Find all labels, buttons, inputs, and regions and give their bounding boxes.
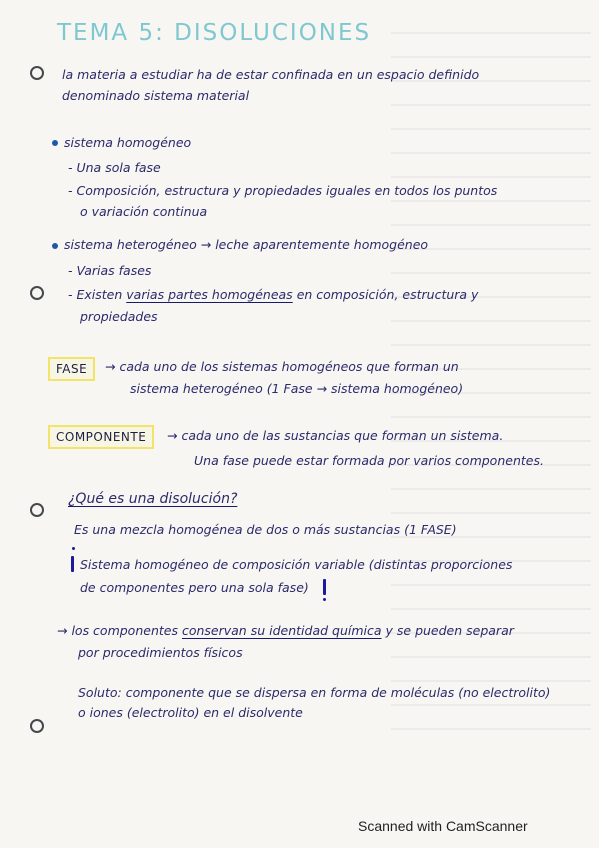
binder-hole-icon (30, 66, 44, 80)
definition-line: Es una mezcla homogénea de dos o más sustancias (1 FASE) (74, 522, 457, 537)
section-heading: sistema homogéneo (64, 135, 192, 150)
exclamation-mark-icon (323, 579, 326, 595)
note-line: de componentes pero una sola fase) (80, 580, 309, 595)
text-fragment: en composición, estructura y (296, 287, 479, 302)
section-heading: sistema heterogéneo → leche aparentemente homogéneo (64, 237, 429, 252)
dot-icon (72, 547, 75, 550)
binder-hole-icon (30, 503, 44, 517)
text-fragment: → los componentes (57, 623, 178, 638)
definition-line: Una fase puede estar formada por varios componentes. (194, 453, 544, 468)
dot-icon (323, 598, 326, 601)
componente-label-box: COMPONENTE (48, 425, 154, 449)
underlined-text: varias partes homogéneas (126, 287, 293, 302)
list-item: o variación continua (80, 204, 208, 219)
text-fragment: - Existen (68, 287, 123, 302)
arrow-line (57, 621, 514, 641)
list-item: propiedades (80, 309, 158, 324)
question-heading: ¿Qué es una disolución? (68, 491, 238, 507)
underlined-text: conservan su identidad química (181, 623, 382, 638)
intro-line: denominado sistema material (62, 88, 250, 103)
definition-line: → cada uno de los sistemas homogéneos que forman un (105, 359, 459, 374)
note-line: Sistema homogéneo de composición variable (distintas proporciones (80, 557, 513, 572)
binder-hole-icon (30, 719, 44, 733)
definition-line: sistema heterogéneo (1 Fase → sistema homogéneo) (130, 381, 464, 396)
fase-label-box: FASE (48, 357, 95, 381)
exclamation-mark-icon (71, 556, 74, 572)
list-item: - Una sola fase (68, 160, 161, 175)
list-item (68, 285, 478, 305)
camscanner-watermark: Scanned with CamScanner (358, 818, 528, 834)
bullet-icon (52, 140, 58, 146)
page-title: TEMA 5: DISOLUCIONES (57, 20, 372, 46)
soluto-line: o iones (electrolito) en el disolvente (78, 705, 303, 720)
intro-line: la materia a estudiar ha de estar confinada en un espacio definido (62, 67, 480, 82)
definition-line: → cada uno de las sustancias que forman un sistema. (167, 428, 504, 443)
text-fragment: y se pueden separar (385, 623, 514, 638)
list-item: - Varias fases (68, 263, 152, 278)
arrow-line: por procedimientos físicos (78, 645, 243, 660)
bullet-icon (52, 243, 58, 249)
binder-hole-icon (30, 286, 44, 300)
list-item: - Composición, estructura y propiedades iguales en todos los puntos (68, 183, 498, 198)
soluto-line: Soluto: componente que se dispersa en forma de moléculas (no electrolito) (78, 685, 551, 700)
